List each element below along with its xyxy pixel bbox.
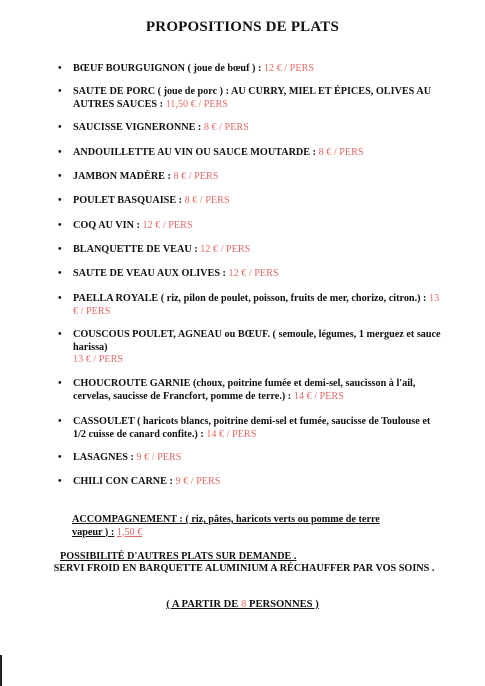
dish-price: 11,50 € / PERS (165, 98, 229, 110)
dish-price: 8 € / PERS (184, 195, 230, 206)
dish-label: BLANQUETTE DE VEAU : (73, 244, 198, 255)
dish-label: CHOUCROUTE GARNIE (choux, poitrine fumée et demi-sel, saucisson à l'ail, cervelas, saucisse de Francfort, pomme de terre.) : (73, 378, 416, 402)
bullet-icon: • (58, 476, 62, 487)
dish-price: 12 € / PERS (263, 63, 315, 74)
accompaniment-price: 1,50 € (116, 526, 143, 538)
dish-label: CASSOULET ( haricots blancs, poitrine demi-sel et fumée, saucisse de Toulouse et 1/2 cuisse de canard confite.) : (73, 416, 431, 440)
other-dishes-note: POSSIBILITÉ D'AUTRES PLATS SUR DEMANDE . (60, 551, 297, 562)
bullet-icon: • (58, 378, 62, 389)
dish-label: JAMBON MADÈRE : (73, 171, 171, 182)
dish-label: SAUTE DE PORC ( joue de porc ) : AU CURRY, MIEL ET ÉPICES, OLIVES AU AUTRES SAUCES : (73, 86, 432, 110)
dish-label: CHILI CON CARNE : (73, 476, 173, 487)
dish-label: COUSCOUS POULET, AGNEAU ou BŒUF. ( semoule, légumes, 1 merguez et sauce harissa) (73, 329, 441, 353)
dish-price: 12 € / PERS (200, 244, 251, 255)
bullet-icon: • (58, 329, 62, 340)
dish-label: POULET BASQUAISE : (73, 195, 183, 206)
accompaniment-label: ACCOMPAGNEMENT : ( riz, pâtes, haricots verts ou pomme de terre vapeur ) : (72, 514, 380, 538)
dish-label: PAELLA ROYALE ( riz, pilon de poulet, poisson, fruits de mer, chorizo, citron.) : (73, 293, 427, 304)
dish-label: BŒUF BOURGUIGNON ( joue de bœuf ) : (73, 63, 262, 74)
dish-price: 12 € / PERS (228, 268, 279, 279)
dish-price: 14 € / PERS (293, 390, 344, 402)
dish-label: SAUCISSE VIGNERONNE : (73, 122, 202, 133)
dish-price: 9 € / PERS (175, 476, 221, 487)
bullet-icon: • (58, 147, 62, 158)
bullet-icon: • (58, 63, 62, 74)
dish-price: 8 € / PERS (318, 147, 364, 158)
dish-price: 13 € / PERS (73, 293, 440, 317)
dish-price: 8 € / PERS (173, 171, 219, 182)
bullet-icon: • (58, 86, 62, 97)
bullet-icon: • (58, 416, 62, 427)
page-title: PROPOSITIONS DE PLATS (145, 19, 340, 35)
bullet-icon: • (58, 244, 62, 255)
serving-note: SERVI FROID EN BARQUETTE ALUMINIUM A RÉCHAUFFER PAR VOS SOINS . (53, 563, 435, 574)
scan-edge-mark (0, 655, 2, 686)
dish-label: COQ AU VIN : (73, 220, 140, 231)
bullet-icon: • (58, 268, 62, 279)
accompaniment-note (72, 514, 402, 539)
dish-label: SAUTE DE VEAU AUX OLIVES : (73, 268, 226, 279)
bullet-icon: • (58, 293, 62, 304)
dish-price: 14 € / PERS (206, 428, 257, 440)
bullet-icon: • (58, 195, 62, 206)
bullet-icon: • (58, 220, 62, 231)
dish-price: 8 € / PERS (203, 122, 249, 133)
minimum-suffix: PERSONNES ) (246, 599, 319, 610)
dish-price: 13 € / PERS (73, 354, 124, 365)
bullet-icon: • (58, 452, 62, 463)
dish-label: LASAGNES : (73, 452, 134, 463)
minimum-persons-note (0, 599, 485, 610)
bullet-icon: • (58, 122, 62, 133)
dish-label: ANDOUILLETTE AU VIN OU SAUCE MOUTARDE : (73, 147, 317, 158)
bullet-icon: • (58, 171, 62, 182)
minimum-prefix: ( A PARTIR DE (166, 599, 242, 610)
dish-price: 12 € / PERS (142, 220, 193, 231)
dish-price: 9 € / PERS (136, 452, 182, 463)
minimum-number: 8 (241, 599, 247, 610)
